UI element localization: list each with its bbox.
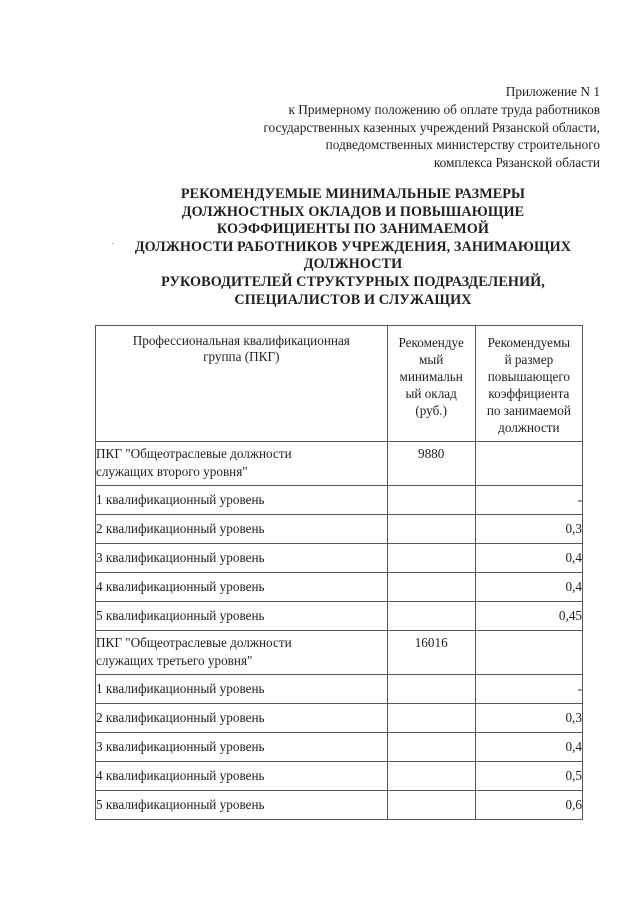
cell-level-name: 2 квалификационный уровень: [96, 515, 388, 544]
cell-level-name: 2 квалификационный уровень: [96, 704, 388, 733]
cell-coefficient: -: [475, 486, 582, 515]
cell-group-name: [96, 442, 388, 486]
table-row: [96, 791, 583, 820]
cell-salary: [387, 733, 475, 762]
cell-salary: [387, 486, 475, 515]
cell-salary: [387, 602, 475, 631]
cell-salary: [387, 675, 475, 704]
cell-group-name: [96, 631, 388, 675]
cell-level-name: 5 квалификационный уровень: [96, 791, 388, 820]
appendix-line: подведомственных министерству строительного: [325, 137, 600, 153]
header-line: ый оклад: [405, 386, 457, 401]
cell-salary: 9880: [387, 442, 475, 486]
title-line: РЕКОМЕНДУЕМЫЕ МИНИМАЛЬНЫЕ РАЗМЕРЫ: [180, 186, 526, 202]
cell-level-name: 4 квалификационный уровень: [96, 762, 388, 791]
appendix-line: комплекса Рязанской области: [433, 155, 600, 171]
cell-coefficient: [475, 442, 582, 486]
scan-speck: ·: [111, 239, 115, 250]
title-line: ДОЛЖНОСТНЫХ ОКЛАДОВ И ПОВЫШАЮЩИЕ: [181, 203, 525, 220]
header-line: Профессиональная квалификационная: [132, 333, 350, 348]
cell-salary: [387, 573, 475, 602]
table-row: [96, 544, 583, 573]
header-line: минимальн: [399, 369, 463, 384]
title-line: РУКОВОДИТЕЛЕЙ СТРУКТУРНЫХ ПОДРАЗДЕЛЕНИЙ,: [161, 273, 545, 290]
table-row: [96, 486, 583, 515]
cell-level-name: 3 квалификационный уровень: [96, 733, 388, 762]
cell-coefficient: 0,45: [475, 602, 582, 631]
appendix-line: государственных казенных учреждений Рязанской области,: [263, 119, 600, 135]
table-header-row: [96, 326, 583, 442]
table-row: [96, 515, 583, 544]
table-row: [96, 573, 583, 602]
cell-line: ПКГ "Общеотраслевые должности: [96, 446, 292, 461]
header-line: Рекомендуе: [398, 335, 464, 350]
cell-coefficient: 0,5: [475, 762, 582, 791]
cell-salary: [387, 704, 475, 733]
cell-coefficient: -: [475, 675, 582, 704]
header-line: группа (ПКГ): [203, 349, 280, 364]
cell-coefficient: 0,4: [475, 733, 582, 762]
header-line: по занимаемой: [486, 403, 571, 418]
appendix-header: [180, 83, 600, 172]
header-line: Рекомендуемы: [487, 335, 571, 350]
cell-line: служащих второго уровня": [96, 464, 248, 479]
header-coefficient: [475, 326, 582, 442]
cell-line: служащих третьего уровня": [96, 653, 253, 668]
header-line: мый: [419, 352, 444, 367]
table-row: [96, 602, 583, 631]
table-row: [96, 762, 583, 791]
cell-line: ПКГ "Общеотраслевые должности: [96, 635, 292, 650]
header-line: (руб.): [415, 403, 447, 418]
cell-coefficient: 0,4: [475, 544, 582, 573]
header-salary: [387, 326, 475, 442]
header-group: [96, 326, 388, 442]
title-line: СПЕЦИАЛИСТОВ И СЛУЖАЩИХ: [234, 291, 472, 308]
table-row: [96, 704, 583, 733]
cell-salary: [387, 762, 475, 791]
title-line: ДОЛЖНОСТИ РАБОТНИКОВ УЧРЕЖДЕНИЯ, ЗАНИМАЮЩИХ: [134, 238, 572, 255]
cell-salary: [387, 544, 475, 573]
cell-coefficient: 0,4: [475, 573, 582, 602]
cell-level-name: 1 квалификационный уровень: [96, 486, 388, 515]
cell-level-name: 5 квалификационный уровень: [96, 602, 388, 631]
header-line: повышающего: [487, 369, 571, 384]
header-line: должности: [498, 420, 560, 435]
cell-level-name: 3 квалификационный уровень: [96, 544, 388, 573]
appendix-line: к Примерному положению об оплате труда работников: [288, 101, 600, 117]
title-line: ДОЛЖНОСТИ: [303, 256, 403, 273]
appendix-line: Приложение N 1: [505, 84, 600, 99]
table-row-group: [96, 442, 583, 486]
header-line: коэффициента: [488, 386, 570, 401]
cell-coefficient: 0,3: [475, 515, 582, 544]
table-row: [96, 733, 583, 762]
cell-level-name: 1 квалификационный уровень: [96, 675, 388, 704]
header-line: й размер: [504, 352, 554, 367]
table-row-group: [96, 631, 583, 675]
salary-table: [95, 325, 583, 820]
cell-coefficient: [475, 631, 582, 675]
cell-coefficient: 0,3: [475, 704, 582, 733]
cell-salary: [387, 515, 475, 544]
document-title: [92, 186, 614, 309]
cell-salary: 16016: [387, 631, 475, 675]
table-row: [96, 675, 583, 704]
cell-level-name: 4 квалификационный уровень: [96, 573, 388, 602]
cell-coefficient: 0,6: [475, 791, 582, 820]
title-line: КОЭФФИЦИЕНТЫ ПО ЗАНИМАЕМОЙ: [216, 221, 490, 238]
cell-salary: [387, 791, 475, 820]
